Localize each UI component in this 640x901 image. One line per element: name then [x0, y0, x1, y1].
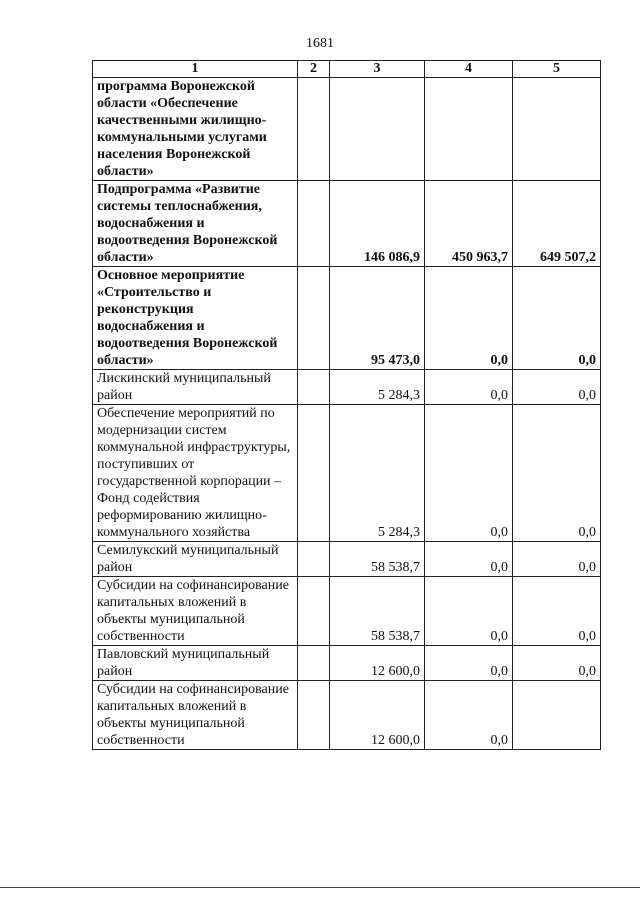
bottom-divider	[0, 887, 640, 888]
row-col4: 450 963,7	[425, 181, 513, 267]
row-col5: 0,0	[513, 267, 601, 370]
column-header-4: 4	[425, 61, 513, 78]
row-name: Семилукский муниципальный район	[93, 542, 298, 577]
row-col2	[298, 370, 330, 405]
table-row	[93, 78, 601, 181]
column-header-1: 1	[93, 61, 298, 78]
row-col3: 146 086,9	[330, 181, 425, 267]
row-col4: 0,0	[425, 370, 513, 405]
row-col3: 12 600,0	[330, 681, 425, 750]
row-name: Лискинский муниципальный район	[93, 370, 298, 405]
row-col5: 0,0	[513, 542, 601, 577]
row-col5: 0,0	[513, 370, 601, 405]
row-name: Подпрограмма «Развитие системы теплоснабжения, водоснабжения и водоотведения Воронежской области»	[93, 181, 298, 267]
table-row	[93, 181, 601, 267]
row-col5	[513, 681, 601, 750]
row-col4	[425, 78, 513, 181]
row-col5	[513, 78, 601, 181]
row-col2	[298, 405, 330, 542]
row-col4: 0,0	[425, 267, 513, 370]
row-col5: 0,0	[513, 577, 601, 646]
row-col3: 58 538,7	[330, 542, 425, 577]
row-col2	[298, 181, 330, 267]
row-col2	[298, 267, 330, 370]
row-col3	[330, 78, 425, 181]
row-col4: 0,0	[425, 542, 513, 577]
table-row	[93, 405, 601, 542]
table-row	[93, 542, 601, 577]
row-name: Основное мероприятие «Строительство и реконструкция водоснабжения и водоотведения Воронежской области»	[93, 267, 298, 370]
column-header-3: 3	[330, 61, 425, 78]
row-name: Субсидии на софинансирование капитальных вложений в объекты муниципальной собственности	[93, 681, 298, 750]
row-name: программа Воронежской области «Обеспечение качественными жилищно-коммунальными услугами населения Воронежской области»	[93, 78, 298, 181]
row-col2	[298, 577, 330, 646]
column-header-2: 2	[298, 61, 330, 78]
row-col4: 0,0	[425, 577, 513, 646]
table-row	[93, 577, 601, 646]
table-row	[93, 267, 601, 370]
row-col2	[298, 646, 330, 681]
row-col5: 0,0	[513, 405, 601, 542]
page-number: 1681	[306, 36, 334, 51]
budget-table	[92, 60, 601, 750]
row-col5: 649 507,2	[513, 181, 601, 267]
row-col3: 12 600,0	[330, 646, 425, 681]
table-row	[93, 646, 601, 681]
row-col2	[298, 78, 330, 181]
row-col2	[298, 681, 330, 750]
row-col4: 0,0	[425, 405, 513, 542]
row-name: Павловский муниципальный район	[93, 646, 298, 681]
row-col3: 95 473,0	[330, 267, 425, 370]
row-col3: 5 284,3	[330, 370, 425, 405]
row-col4: 0,0	[425, 681, 513, 750]
row-col3: 58 538,7	[330, 577, 425, 646]
row-name: Субсидии на софинансирование капитальных вложений в объекты муниципальной собственности	[93, 577, 298, 646]
table-header-row	[93, 61, 601, 78]
row-col4: 0,0	[425, 646, 513, 681]
row-col3: 5 284,3	[330, 405, 425, 542]
column-header-5: 5	[513, 61, 601, 78]
table-row	[93, 681, 601, 750]
row-col2	[298, 542, 330, 577]
row-name: Обеспечение мероприятий по модернизации систем коммунальной инфраструктуры, поступивших от государственной корпорации – Фонд содействия реформированию жилищно-коммунального хозяйства	[93, 405, 298, 542]
row-col5: 0,0	[513, 646, 601, 681]
table-row	[93, 370, 601, 405]
